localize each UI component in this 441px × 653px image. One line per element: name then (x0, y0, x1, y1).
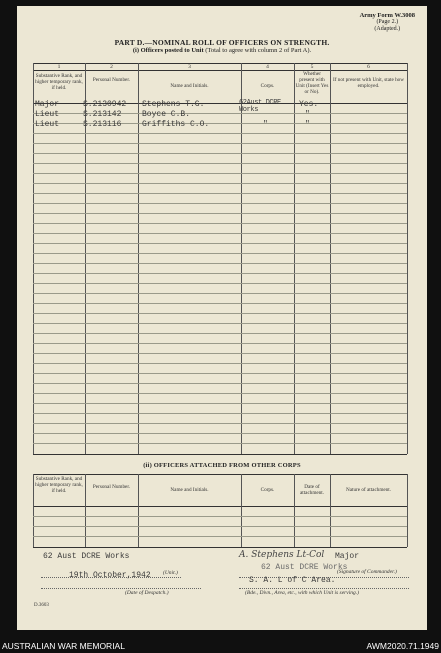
ruled-line (33, 313, 407, 314)
ruled-line (33, 133, 407, 134)
officer-present: " (305, 120, 310, 129)
attached-header-corps: Corps. (260, 487, 275, 493)
table-bottom-border (33, 547, 407, 548)
ruled-line (33, 526, 407, 527)
officer-number: S.2130942 (83, 100, 127, 109)
officer-name: Stephens T.G. (142, 100, 205, 109)
officer-present: Yes. (299, 100, 319, 109)
header-rank: Substantive Rank, and higher temporary rank, if held. (35, 73, 83, 91)
ruled-line (33, 403, 407, 404)
footer-commander-unit: 62 Aust DCRE Works (261, 563, 348, 572)
header-present: Whether present with Unit (Insert Yes or No). (295, 71, 329, 95)
officer-number: S.213142 (83, 110, 122, 119)
ruled-line (33, 413, 407, 414)
ruled-line (33, 353, 407, 354)
column-number: 4 (266, 64, 269, 70)
column-number-row-border (33, 70, 407, 71)
footer-area-typed: S. A. L of C Area. (249, 576, 336, 585)
subtitle-note: (Total to agree with column 2 of Part A). (205, 47, 312, 54)
ruled-line (33, 363, 407, 364)
header-corps: Corps. (260, 83, 275, 89)
despatch-dotted-line (41, 588, 201, 589)
footer-date-typed: 19th October,1942 (69, 571, 151, 580)
ruled-line (33, 303, 407, 304)
attached-header-nature: Nature of attachment. (345, 487, 392, 493)
attached-header-date: Date of attachment. (299, 484, 325, 496)
form-name: Army Form W.3008 (359, 12, 415, 19)
officer-name: Griffiths C.O. (142, 120, 210, 129)
caption-accession-number: AWM2020.71.1949 (366, 641, 439, 651)
header-remarks: If not present with Unit, state how employed. (332, 77, 405, 89)
ruled-line (33, 163, 407, 164)
attached-header-rank: Substantive Rank, and higher temporary rank, if held. (35, 476, 83, 494)
ruled-line (33, 433, 407, 434)
unit-label: (Unit.) (163, 570, 178, 576)
ruled-line (33, 393, 407, 394)
form-identifier (360, 12, 415, 33)
ruled-line (33, 253, 407, 254)
ruled-line (33, 343, 407, 344)
officer-corps: 62Aust DCRE Works (239, 99, 281, 114)
ruled-line (33, 536, 407, 537)
ruled-line (33, 153, 407, 154)
officer-rank: Major (35, 100, 60, 109)
caption-institution: AUSTRALIAN WAR MEMORIAL (2, 641, 125, 651)
column-divider (330, 63, 331, 454)
column-divider (407, 63, 408, 454)
table-bottom-border (33, 454, 407, 455)
officer-present: " (305, 110, 310, 119)
attached-header-name: Name and Initials. (170, 487, 209, 493)
part-ii-title: (ii) OFFICERS ATTACHED FROM OTHER CORPS (143, 462, 301, 469)
commander-signature: A. Stephens Lt-Col (239, 550, 325, 560)
column-number: 2 (110, 64, 113, 70)
officer-rank: Lieut (35, 120, 60, 129)
subtitle-officers-posted: (i) Officers posted to Unit (132, 47, 204, 54)
ruled-line (33, 223, 407, 224)
officer-name: Boyce C.B. (142, 110, 191, 119)
column-divider (241, 63, 242, 454)
header-name: Name and Initials. (170, 83, 209, 89)
column-divider (294, 63, 295, 454)
despatch-label: (Date of Despatch.) (125, 590, 169, 596)
column-divider (33, 63, 34, 454)
header-personal-number: Personal Number. (92, 77, 131, 83)
area-dotted-line (239, 588, 409, 589)
column-number: 6 (367, 64, 370, 70)
column-number: 3 (188, 64, 191, 70)
ruled-line (33, 193, 407, 194)
form-code: D.3603 (34, 603, 49, 608)
ruled-line (33, 383, 407, 384)
officer-rank: Lieut (35, 110, 60, 119)
attached-header-number: Personal Number. (92, 484, 131, 490)
ruled-line (33, 243, 407, 244)
officer-corps: " (263, 120, 268, 129)
ruled-line (33, 283, 407, 284)
table-top-border (33, 474, 407, 475)
ruled-line (33, 143, 407, 144)
footer-rank-typed: Major (335, 552, 360, 561)
ruled-line (33, 233, 407, 234)
ruled-line (33, 173, 407, 174)
column-number: 5 (310, 64, 314, 70)
ruled-line (33, 203, 407, 204)
header-bottom-border (33, 506, 407, 507)
column-divider (138, 63, 139, 454)
ruled-line (33, 293, 407, 294)
footer-unit-typed: 62 Aust DCRE Works (43, 552, 130, 561)
ruled-line (33, 323, 407, 324)
area-label: (Bde., Divn., Area, etc., with which Unit is serving.) (245, 590, 359, 596)
ruled-line (33, 213, 407, 214)
part-d-title: PART D.—NOMINAL ROLL OF OFFICERS ON STRENGTH. (114, 38, 330, 47)
ruled-line (33, 273, 407, 274)
form-adapted: (Adapted.) (374, 26, 401, 32)
column-number: 1 (57, 64, 61, 70)
part-d-subtitle (17, 47, 427, 54)
form-page (17, 6, 427, 630)
commander-label: (Signature of Commander.) (337, 569, 397, 575)
ruled-line (33, 373, 407, 374)
ruled-line (33, 516, 407, 517)
ruled-line (33, 263, 407, 264)
form-page-number: (Page 2.) (376, 19, 399, 25)
officer-number: S.213116 (83, 120, 122, 129)
ruled-line (33, 333, 407, 334)
ruled-line (33, 423, 407, 424)
column-divider (407, 474, 408, 547)
ruled-line (33, 443, 407, 444)
ruled-line (33, 183, 407, 184)
